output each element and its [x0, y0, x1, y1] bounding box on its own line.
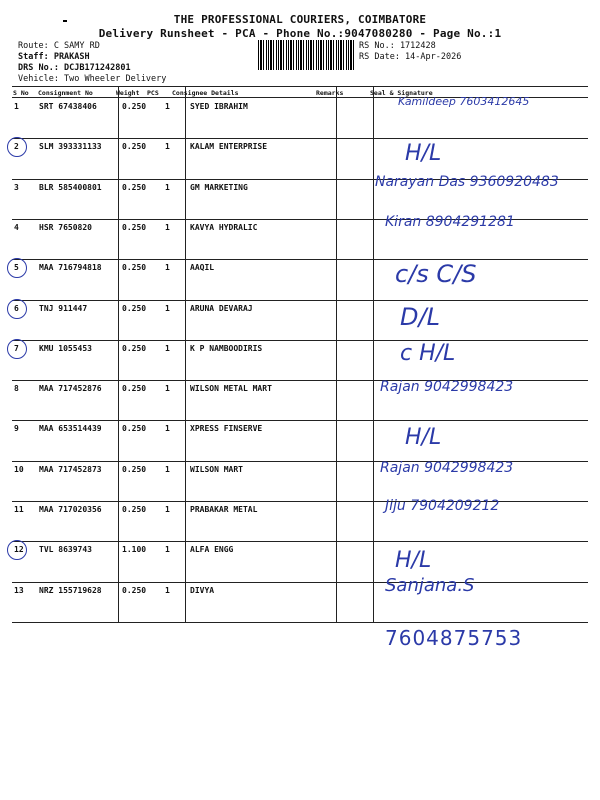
sno-circle-mark: [7, 299, 27, 319]
rs-date: RS Date: 14-Apr-2026: [359, 52, 462, 62]
row-consignee-name: SYED IBRAHIM: [190, 102, 248, 111]
row-consignment-no: SRT 67438406: [39, 102, 97, 111]
row-sno: 8: [14, 384, 19, 394]
col-consignment: Consignment No: [38, 89, 93, 97]
row-pcs: 1: [165, 343, 170, 353]
row-consignment-no: HSR 7650820: [39, 222, 92, 232]
row-signature: H/L: [405, 141, 442, 167]
row-consignment-no: MAA 653514439: [39, 424, 102, 434]
row-consignee-name: ALFA ENGG: [190, 545, 234, 555]
sno-circle-mark: [7, 540, 27, 560]
row-consignee-name: ARUNA DEVARAJ: [190, 303, 253, 313]
row-consignee-name: KALAM ENTERPRISE: [190, 142, 268, 152]
row-separator: [12, 582, 588, 583]
row-pcs: 1: [165, 102, 170, 111]
col-pcs: PCS: [147, 89, 159, 97]
table-top-rule: [12, 86, 588, 87]
row-sno: 10: [14, 464, 24, 474]
row-consignment-no: MAA 716794818: [39, 263, 102, 273]
row-consignment-no: MAA 717452876: [39, 384, 102, 394]
row-separator: [12, 300, 588, 301]
row-separator: [12, 501, 588, 502]
row-consignee-name: WILSON METAL MART: [190, 384, 272, 394]
row-consignee-name: XPRESS FINSERVE: [190, 424, 263, 434]
rs-number: RS No.: 1712428: [359, 41, 436, 51]
row-separator: [12, 420, 588, 421]
row-signature: D/L: [400, 302, 440, 331]
row-separator: [12, 622, 588, 623]
handwritten-phone-note: 7604875753: [385, 626, 523, 650]
row-separator: [12, 340, 588, 341]
row-pcs: 1: [165, 222, 170, 232]
row-consignment-no: TNJ 911447: [39, 303, 88, 313]
col-weight: Weight: [116, 89, 140, 97]
row-weight: 0.250: [122, 585, 147, 595]
col-remarks: Remarks: [316, 89, 344, 97]
row-weight: 0.250: [122, 222, 147, 232]
row-consignment-no: KMU 1055453: [39, 343, 92, 353]
row-consignment-no: TVL 8639743: [39, 545, 92, 555]
row-pcs: 1: [165, 142, 170, 152]
row-weight: 0.250: [122, 505, 147, 514]
row-weight: 0.250: [122, 263, 147, 273]
company-title: THE PROFESSIONAL COURIERS, COIMBATORE: [173, 13, 427, 26]
route-label: Route: C SAMY RD: [18, 41, 100, 51]
row-sno: 2: [14, 142, 19, 152]
row-signature: H/L: [405, 425, 442, 451]
row-signature: Sanjana.S: [385, 574, 475, 596]
row-pcs: 1: [165, 464, 170, 474]
col-sno: S No: [13, 89, 29, 97]
row-consignment-no: MAA 717020356: [39, 505, 102, 514]
row-sno: 13: [14, 585, 24, 595]
row-consignee-name: WILSON MART: [190, 464, 243, 474]
row-weight: 0.250: [122, 464, 147, 474]
row-weight: 0.250: [122, 384, 147, 394]
row-pcs: 1: [165, 545, 170, 555]
row-weight: 0.250: [122, 303, 147, 313]
row-sno: 7: [14, 343, 19, 353]
runsheet-subtitle: Delivery Runsheet - PCA - Phone No.:9047080280 - Page No.:1: [98, 27, 502, 40]
row-sno: 9: [14, 424, 19, 434]
row-signature: H/L: [395, 548, 432, 574]
row-pcs: 1: [165, 505, 170, 514]
row-weight: 0.250: [122, 102, 147, 111]
row-weight: 1.100: [122, 545, 147, 555]
row-sno: 5: [14, 263, 19, 273]
row-consignment-no: MAA 717452873: [39, 464, 102, 474]
row-separator: [12, 541, 588, 542]
row-signature: c H/L: [400, 340, 456, 366]
row-signature: Rajan 9042998423: [380, 379, 514, 396]
row-sno: 12: [14, 545, 24, 555]
row-signature: Kamildeep 7603412645: [398, 95, 530, 108]
sno-circle-mark: [7, 137, 27, 157]
row-pcs: 1: [165, 585, 170, 595]
barcode: [258, 40, 354, 70]
row-pcs: 1: [165, 263, 170, 273]
sno-circle-mark: [7, 258, 27, 278]
row-sno: 6: [14, 303, 19, 313]
row-signature: c/s C/S: [395, 260, 477, 289]
row-consignment-no: NRZ 155719628: [39, 585, 102, 595]
row-pcs: 1: [165, 424, 170, 434]
row-weight: 0.250: [122, 343, 147, 353]
row-consignee-name: PRABAKAR METAL: [190, 505, 258, 514]
row-consignee-name: DIVYA: [190, 585, 215, 595]
col-consignee: Consignee Details: [172, 89, 239, 97]
sno-circle-mark: [7, 339, 27, 359]
row-separator: [12, 259, 588, 260]
row-signature: Jiju 7904209212: [385, 498, 500, 514]
row-signature: Narayan Das 9360920483: [375, 173, 559, 190]
row-sno: 3: [14, 182, 19, 192]
row-sno: 4: [14, 222, 19, 232]
col-seal-signature: Seal & Signature: [370, 89, 433, 97]
row-signature: Rajan 9042998423: [380, 459, 514, 476]
row-signature: Kiran 8904291281: [385, 213, 515, 230]
staff-label: Staff: PRAKASH: [18, 52, 90, 62]
row-consignee-name: KAVYA HYDRALIC: [190, 222, 258, 232]
row-separator: [12, 138, 588, 139]
vehicle-label: Vehicle: Two Wheeler Delivery: [18, 74, 167, 84]
row-weight: 0.250: [122, 424, 147, 434]
row-consignment-no: SLM 393331133: [39, 142, 102, 152]
row-pcs: 1: [165, 303, 170, 313]
row-weight: 0.250: [122, 142, 147, 152]
row-consignment-no: BLR 585400801: [39, 182, 102, 192]
drs-label: DRS No.: DCJB171242801: [18, 63, 131, 73]
row-pcs: 1: [165, 384, 170, 394]
row-consignee-name: GM MARKETING: [190, 182, 248, 192]
row-sno: 11: [14, 505, 24, 514]
row-sno: 1: [14, 102, 19, 111]
row-weight: 0.250: [122, 182, 147, 192]
row-consignee-name: K P NAMBOODIRIS: [190, 343, 263, 353]
row-pcs: 1: [165, 182, 170, 192]
row-consignee-name: AAQIL: [190, 263, 215, 273]
